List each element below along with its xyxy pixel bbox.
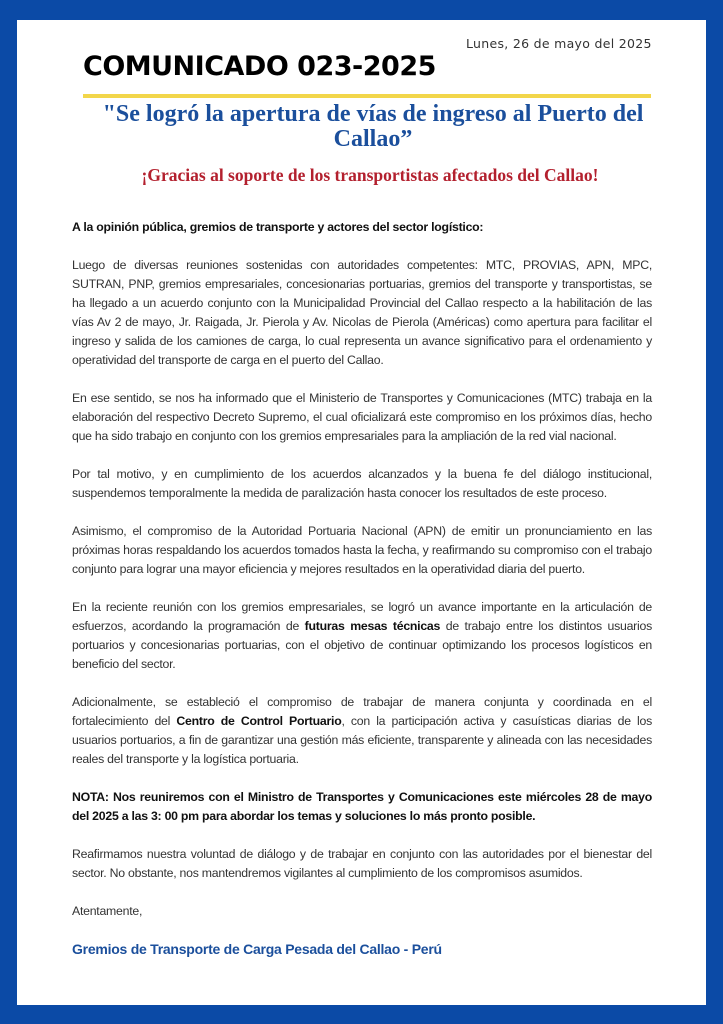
paragraph-4: Asimismo, el compromiso de la Autoridad Portuaria Nacional (APN) de emitir un pronunciamiento en las próximas horas respaldando los acuerdos tomados hasta la fecha, y reafirmando su compromiso con el trabajo conjunto para lograr una mayor eficiencia y mejores resultados en la operatividad diaria del puerto.	[72, 524, 652, 576]
signature: Gremios de Transporte de Carga Pesada del Callao - Perú	[72, 941, 442, 957]
paragraph-2: En ese sentido, se nos ha informado que el Ministerio de Transportes y Comunicaciones (MTC) trabaja en la elaboración del respectivo Decreto Supremo, el cual oficializará este compromiso en los próximos días, hecho que ha sido trabajo en conjunto con los gremios empresariales para la ampliación de la red vial nacional.	[72, 391, 652, 443]
date: Lunes, 26 de mayo del 2025	[466, 36, 652, 51]
paragraph-6	[72, 693, 652, 769]
text: Adicionalmente, se estableció el compromiso de trabajar de manera conjunta y coordinada en el fortalecimiento del	[72, 695, 652, 728]
yellow-divider	[83, 94, 651, 98]
text: , con la participación activa y casuísticas diarias de los usuarios portuarios, a fin de garantizar una gestión más eficiente, transparente y alineada con las necesidades reales del transporte y la logística portuaria.	[72, 714, 652, 766]
bold-text: Centro de Control Portuario	[176, 714, 342, 728]
headline: "Se logró la apertura de vías de ingreso al Puerto del Callao”	[102, 101, 644, 152]
document-title: COMUNICADO 023-2025	[83, 51, 436, 82]
paragraph-7: Reafirmamos nuestra voluntad de diálogo y de trabajar en conjunto con las autoridades por el bienestar del sector. No obstante, nos mantendremos vigilantes al cumplimiento de los compromisos asumidos.	[72, 847, 652, 880]
subheadline: ¡Gracias al soporte de los transportistas afectados del Callao!	[141, 165, 599, 185]
text: de trabajo entre los distintos usuarios portuarios y concesionarias portuarias, con el objetivo de continuar optimizando los procesos logísticos en beneficio del sector.	[72, 619, 652, 671]
paragraph-1: Luego de diversas reuniones sostenidas con autoridades competentes: MTC, PROVIAS, APN, MPC, SUTRAN, PNP, gremios empresariales, concesionarias portuarias, gremios del transporte y transportistas, se ha llegado a un acuerdo conjunto con la Municipalidad Provincial del Callao respecto a la habilitación de las vías Av 2 de mayo, Jr. Raigada, Jr. Pierola y Av. Nicolas de Pierola (Américas) como apertura para facilitar el ingreso y salida de los camiones de carga, lo cual representa un avance significativo para el ordenamiento y operatividad del transporte de carga en el puerto del Callao.	[72, 258, 652, 367]
salutation: A la opinión pública, gremios de transporte y actores del sector logístico:	[72, 220, 484, 234]
closing: Atentamente,	[72, 904, 143, 918]
note: NOTA: Nos reuniremos con el Ministro de Transportes y Comunicaciones este miércoles 28 de mayo del 2025 a las 3: 00 pm para abordar los temas y soluciones lo más pronto posible.	[72, 790, 652, 823]
paragraph-3: Por tal motivo, y en cumplimiento de los acuerdos alcanzados y la buena fe del diálogo institucional, suspendemos temporalmente la medida de paralización hasta conocer los resultados de este proceso.	[72, 467, 652, 500]
document-body	[72, 218, 652, 978]
bold-text: futuras mesas técnicas	[304, 619, 441, 633]
paragraph-5	[72, 598, 652, 674]
text: En la reciente reunión con los gremios empresariales, se logró un avance importante en la articulación de esfuerzos, acordando la programación de	[72, 600, 652, 633]
